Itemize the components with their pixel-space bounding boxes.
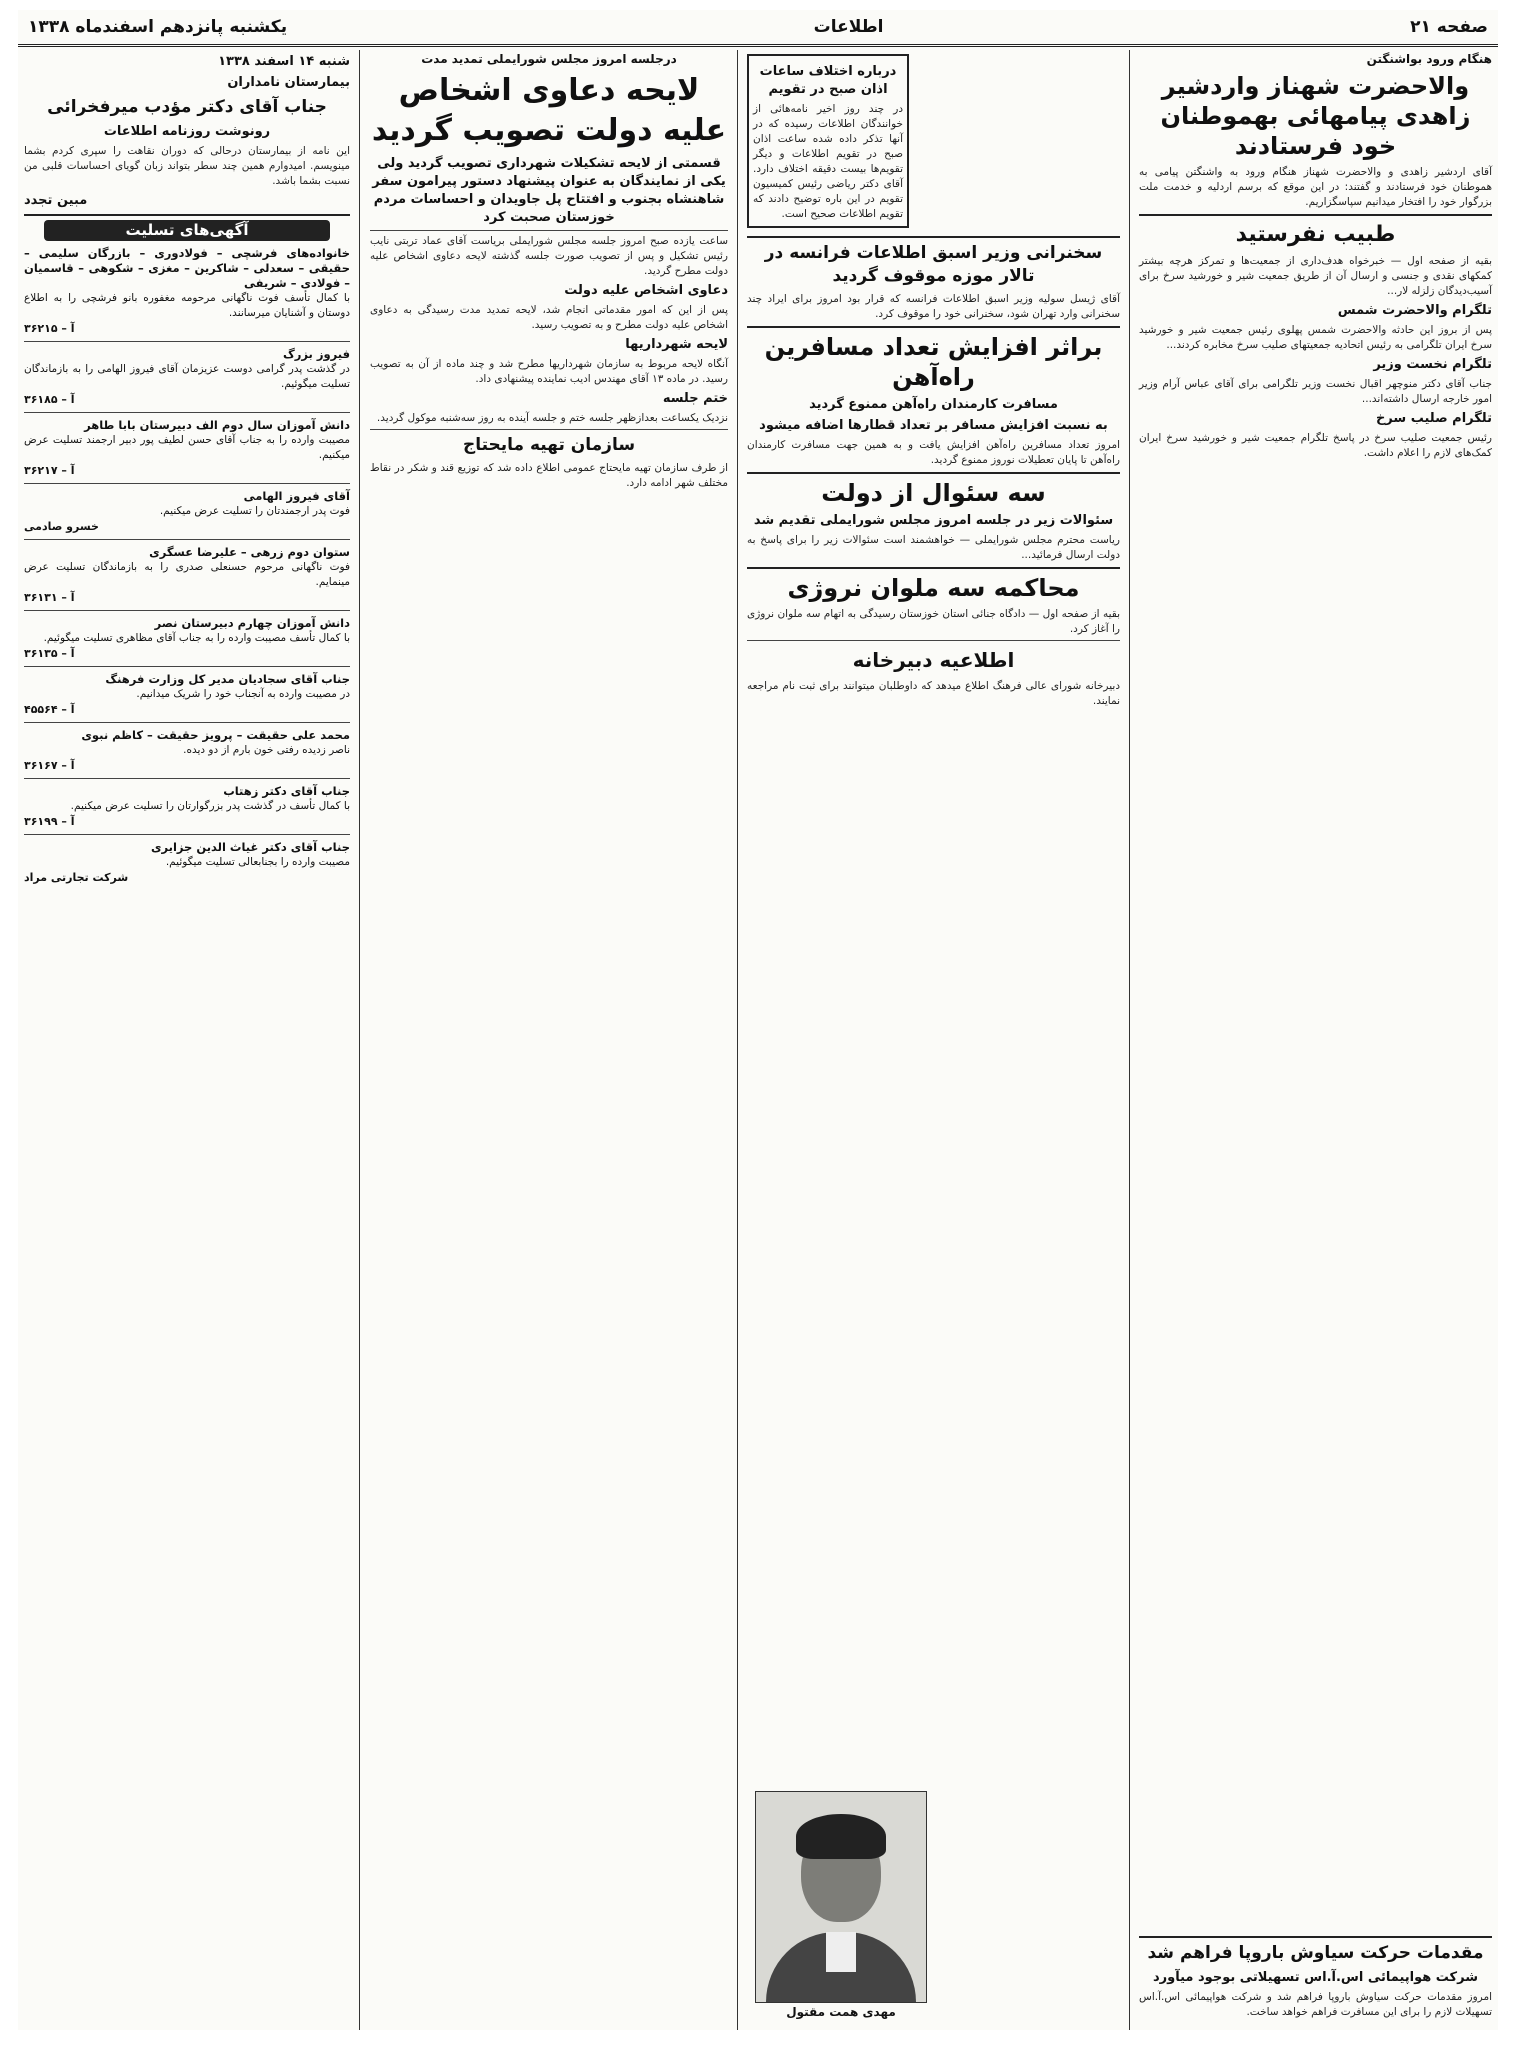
notice-names: آقای فیروز الهامی [243, 489, 350, 503]
notice-text: مصیبت وارده را بجنابعالی تسلیت میگوئیم. [165, 856, 350, 868]
notice-headline: اطلاعیه دبیرخانه [852, 648, 1015, 672]
divider [24, 666, 350, 667]
article-subhead: لایحه شهرداریها [625, 337, 728, 352]
portrait-photo [755, 1791, 927, 2003]
notice-text: با کمال تأسف در گذشت پدر بزرگوارتان را تسلیت عرض میکنیم. [70, 800, 350, 812]
column-rule [1129, 50, 1130, 2030]
article-subhead: به نسبت افزایش مسافر بر تعداد قطارها اضافه میشود [759, 418, 1108, 433]
notice-names: فیروز بزرگ [282, 347, 350, 361]
masthead [18, 10, 1498, 47]
portrait-block [751, 1785, 931, 2020]
divider [24, 214, 350, 216]
condolence-notice [24, 616, 350, 661]
notice-names: دانش آموزان چهارم دبیرستان نصر [154, 616, 350, 630]
letter-hospital: بیمارستان نامداران [227, 75, 350, 90]
divider [24, 412, 350, 413]
article-body: آقای اردشیر زاهدی و والاحضرت شهناز هنگام ورود به واشنگتن پیامی به هموطنان خود فرستادند و گفتند: در این موقع که برسم اردلیه و خدمت ملت بزرگوار خود را افتخار میدانیم سپاسگزاریم. [1139, 166, 1492, 208]
condolence-notice [24, 728, 350, 773]
notice-code: آ – ۳۶۲۱۵ [24, 322, 75, 335]
article-body: پس از بروز این حادثه والاحضرت شمس پهلوی رئیس جمعیت شیر و خورشید سرخ ایران تلگرامی به رئیس اتحادیه جمعیتهای صلیب سرخ مخابره کردند... [1139, 324, 1492, 351]
notice-text: در گذشت پدر گرامی دوست عزیزمان آقای فیروز الهامی را به بازماندگان تسلیت میگوئیم. [24, 363, 350, 390]
article-body: بقیه از صفحه اول — خبرخواه هدف‌داری از جمعیت‌ها و تمرکز هرچه بیشتر کمکهای نقدی و جنسی و ارسال آن از طریق جمعیت شیر و خورشید سرخ برای آسیب‌دیدگان زلزله لار... [1139, 255, 1492, 297]
article-body: بقیه از صفحه اول — دادگاه جنائی استان خوزستان رسیدگی به اتهام سه ملوان نروژی را آغاز کرد. [747, 608, 1120, 635]
notice-names: جناب آقای سجادیان مدیر کل وزارت فرهنگ [105, 672, 350, 686]
article-kicker: هنگام ورود بواشنگتن [1366, 52, 1492, 66]
notice-code: آ – ۳۶۱۹۹ [24, 815, 75, 828]
column-1 [1133, 50, 1498, 2030]
letter-body: این نامه از بیمارستان درحالی که دوران نقاهت را سپری کردم بشما مینویسم. امیدوارم همین چند سطر بتواند زبان گویای احساسات قلبی من نسبت بشما باشد. [24, 145, 350, 187]
box-body: در چند روز اخیر نامه‌هائی از خوانندگان اطلاعات رسیده که در آنها تذکر داده شده ساعت اذان صبح در تقویم اطلاعات و دیگر تقویم‌ها بیست دقیقه اختلاف دارد. آقای دکتر ریاضی رئیس کمیسیون تقویم در این باره توضیح دادند که تقویم اطلاعات صحیح است. [753, 103, 903, 220]
divider [747, 236, 1120, 238]
notice-code: آ – ۴۵۵۶۴ [24, 703, 75, 716]
notice-text: با کمال تأسف مصیبت وارده را به جناب آقای مظاهری تسلیت میگوئیم. [43, 632, 350, 644]
condolence-notice [24, 347, 350, 407]
article-subhead: تلگرام نخست وزیر [1373, 357, 1492, 372]
divider [24, 610, 350, 611]
article-subhead: قسمتی از لایحه تشکیلات شهرداری تصویب گردید ولی یکی از نمایندگان به عنوان پیشنهاد دستور پیرامون سفر شاهنشاه بجنوب و افتتاح پل جاویدان و احساسات مردم خوزستان صحبت کرد [372, 156, 726, 225]
divider [24, 341, 350, 342]
condolence-notice [24, 418, 350, 478]
notice-names: جناب آقای دکتر زهتاب [223, 784, 350, 798]
column-4 [18, 50, 356, 2030]
notice-text: فوت ناگهانی مرحوم حسنعلی صدری را به بازماندگان تسلیت عرض مینمایم. [24, 561, 350, 588]
article-headline: مقدمات حرکت سیاوش باروپا فراهم شد [1147, 1943, 1484, 1963]
newspaper-name: اطلاعات [813, 17, 884, 37]
article-headline: والاحضرت شهناز واردشیر زاهدی پیامهائی بهموطنان خود فرستادند [1160, 72, 1471, 160]
article-body: ریاست محترم مجلس شورایملی — خواهشمند است سئوالات زیر را برای پاسخ به دولت ارسال فرمائید... [747, 534, 1120, 561]
notice-names: دانش آموزان سال دوم الف دبیرستان بابا طاهر [84, 418, 350, 432]
column-2 [741, 50, 1126, 2030]
condolence-notice [24, 784, 350, 829]
divider [747, 640, 1120, 641]
article-subhead: ختم جلسه [662, 391, 728, 406]
column-3 [364, 50, 734, 2030]
notice-names: جناب آقای دکتر غیاث الدین جزایری [150, 840, 350, 854]
issue-date: یکشنبه پانزدهم اسفندماه ۱۳۳۸ [28, 17, 288, 37]
divider [1139, 214, 1492, 216]
article-body: امروز مقدمات حرکت سیاوش باروپا فراهم شد و شرکت هواپیمائی اس.آ.اس تسهیلات لازم را برای این مسافرت فراهم خواهد ساخت. [1139, 1991, 1492, 2018]
divider [24, 834, 350, 835]
divider [24, 778, 350, 779]
notice-code: خسرو صادمی [24, 520, 99, 533]
notice-body: دبیرخانه شورای عالی فرهنگ اطلاع میدهد که داوطلبان میتوانند برای ثبت نام مراجعه نمایند. [747, 680, 1120, 707]
article-body: آنگاه لایحه مربوط به سازمان شهرداریها مطرح شد و چند ماده از آن به تصویب رسید. در ماده ۱۳ آقای مهندس ادیب نماینده پیشنهادی داد. [370, 358, 728, 385]
letter-subtitle: رونوشت روزنامه اطلاعات [103, 124, 271, 139]
column-rule [359, 50, 360, 2030]
divider [370, 230, 728, 231]
divider [747, 326, 1120, 328]
article-subhead: سئوالات زیر در جلسه امروز مجلس شورایملی تقدیم شد [753, 513, 1114, 528]
columns [18, 50, 1498, 2030]
notice-code: آ – ۳۶۱۶۷ [24, 759, 75, 772]
divider [747, 472, 1120, 474]
notice-body: از طرف سازمان تهیه مایحتاج عمومی اطلاع داده شد که توزیع قند و شکر در نقاط مختلف شهر ادامه دارد. [370, 462, 728, 489]
article-body: امروز تعداد مسافرین راه‌آهن افزایش یافت و به همین جهت مسافرت کارمندان راه‌آهن تا پایان تعطیلات نوروز ممنوع گردید. [747, 439, 1120, 466]
page-number: صفحه ۲۱ [1410, 17, 1488, 37]
article-subhead: تلگرام صلیب سرخ [1375, 411, 1492, 426]
condolence-notice [24, 489, 350, 534]
article-headline: سخنرانی وزیر اسبق اطلاعات فرانسه در تالار موزه موقوف گردید [764, 243, 1103, 286]
notice-text: فوت پدر ارجمندتان را تسلیت عرض میکنیم. [159, 505, 350, 517]
photo-caption: مهدی همت مقتول [786, 2005, 896, 2019]
article-body: پس از این که امور مقدماتی انجام شد، لایحه تمدید مدت رسیدگی به دعاوی اشخاص علیه دولت مطرح و به تصویب رسید. [370, 304, 728, 331]
notice-text: با کمال تأسف فوت ناگهانی مرحومه مغفوره بانو فرشچی را به اطلاع دوستان و آشنایان میرسانند. [24, 292, 350, 319]
notice-names: محمد علی حقیقت – پرویز حقیقت – کاظم نبوی [81, 728, 350, 742]
notice-headline: سازمان تهیه مایحتاج [462, 435, 636, 455]
notice-code: آ – ۳۶۲۱۷ [24, 464, 75, 477]
notice-names: خانواده‌های فرشچی – فولادوری – بازرگان سلیمی – حقیقی – سعدلی – شاکرین – مغزی – شکوهی – قاسمیان – فولادی – شریفی [24, 246, 350, 290]
article-kicker: درجلسه امروز مجلس شورایملی تمدید مدت [421, 52, 677, 66]
letter-date: شنبه ۱۴ اسفند ۱۳۳۸ [218, 54, 350, 69]
article-subhead: شرکت هواپیمائی اس.آ.اس تسهیلاتی بوجود میآورد [1153, 1970, 1478, 1985]
bottom-article [1139, 1932, 1492, 2020]
notice-code: آ – ۳۶۱۳۵ [24, 647, 75, 660]
article-body: آقای ژیسل سولیه وزیر اسبق اطلاعات فرانسه که قرار بود امروز برای ایراد چند سخنرانی وارد تهران شود، سخنرانی خود را موقوف کرد. [747, 293, 1120, 320]
notice-code: آ – ۳۶۱۳۱ [24, 591, 75, 604]
article-headline: براثر افزایش تعداد مسافرین راه‌آهن [764, 333, 1103, 391]
notice-code: آ – ۳۶۱۸۵ [24, 393, 75, 406]
article-body: رئیس جمعیت صلیب سرخ در پاسخ تلگرام جمعیت شیر و خورشید سرخ ایران کمک‌های لازم را اعلام داشت. [1139, 432, 1492, 459]
divider [747, 567, 1120, 569]
divider [370, 429, 728, 430]
box-title: درباره اختلاف ساعات اذان صبح در تقویم [759, 64, 897, 97]
condolence-notice [24, 840, 350, 885]
divider [24, 722, 350, 723]
divider [24, 483, 350, 484]
prayer-time-box [747, 54, 909, 228]
notice-text: در مصیبت وارده به آنجناب خود را شریک میدانیم. [136, 688, 350, 700]
notice-text: ناصر زدیده رفتی خون بارم از دو دیده. [183, 744, 350, 756]
article-body: ساعت یازده صبح امروز جلسه مجلس شورایملی بریاست آقای عماد تربتی نایب رئیس تشکیل و پس از تصویب صورت جلسه گذشته لایحه دعاوی اشخاص علیه دولت مطرح گردید. [370, 235, 728, 277]
article-headline: طبیب نفرستید [1235, 222, 1396, 247]
photo-hair [796, 1814, 886, 1859]
divider [24, 539, 350, 540]
notice-names: ستوان دوم زرهی – علیرضا عسگری [149, 545, 350, 559]
article-body: جناب آقای دکتر منوچهر اقبال نخست وزیر تلگرامی برای آقای عباس آرام وزیر امور خارجه ارسال داشته‌اند... [1139, 378, 1492, 405]
condolence-notice [24, 545, 350, 605]
article-body: نزدیک یکساعت بعدازظهر جلسه ختم و جلسه آینده به روز سه‌شنبه موکول گردید. [376, 412, 728, 424]
photo-collar [826, 1932, 856, 1972]
notice-text: مصیبت وارده را به جناب آقای حسن لطیف پور دبیر ارجمند تسلیت عرض میکنیم. [24, 434, 350, 461]
article-headline: محاکمه سه ملوان نروژی [787, 574, 1080, 602]
newspaper-page [18, 10, 1498, 2030]
column-rule [737, 50, 738, 2030]
notice-code: شرکت تجارتی مراد [24, 871, 129, 884]
condolence-notice [24, 672, 350, 717]
letter-title: جناب آقای دکتر مؤدب میرفخرائی [47, 97, 327, 117]
article-subhead: تلگرام والاحضرت شمس [1337, 303, 1492, 318]
article-subhead: دعاوی اشخاص علیه دولت [564, 283, 728, 298]
letter-signature: مبین تجدد [24, 193, 88, 208]
divider [1139, 1936, 1492, 1938]
condolence-notice [24, 246, 350, 336]
notices-title: آگهی‌های تسلیت [44, 220, 330, 241]
article-headline: لایحه دعاوی اشخاص علیه دولت تصویب گردید [371, 73, 727, 148]
article-subhead: مسافرت کارمندان راه‌آهن ممنوع گردید [809, 397, 1058, 412]
article-headline: سه سئوال از دولت [821, 479, 1046, 507]
